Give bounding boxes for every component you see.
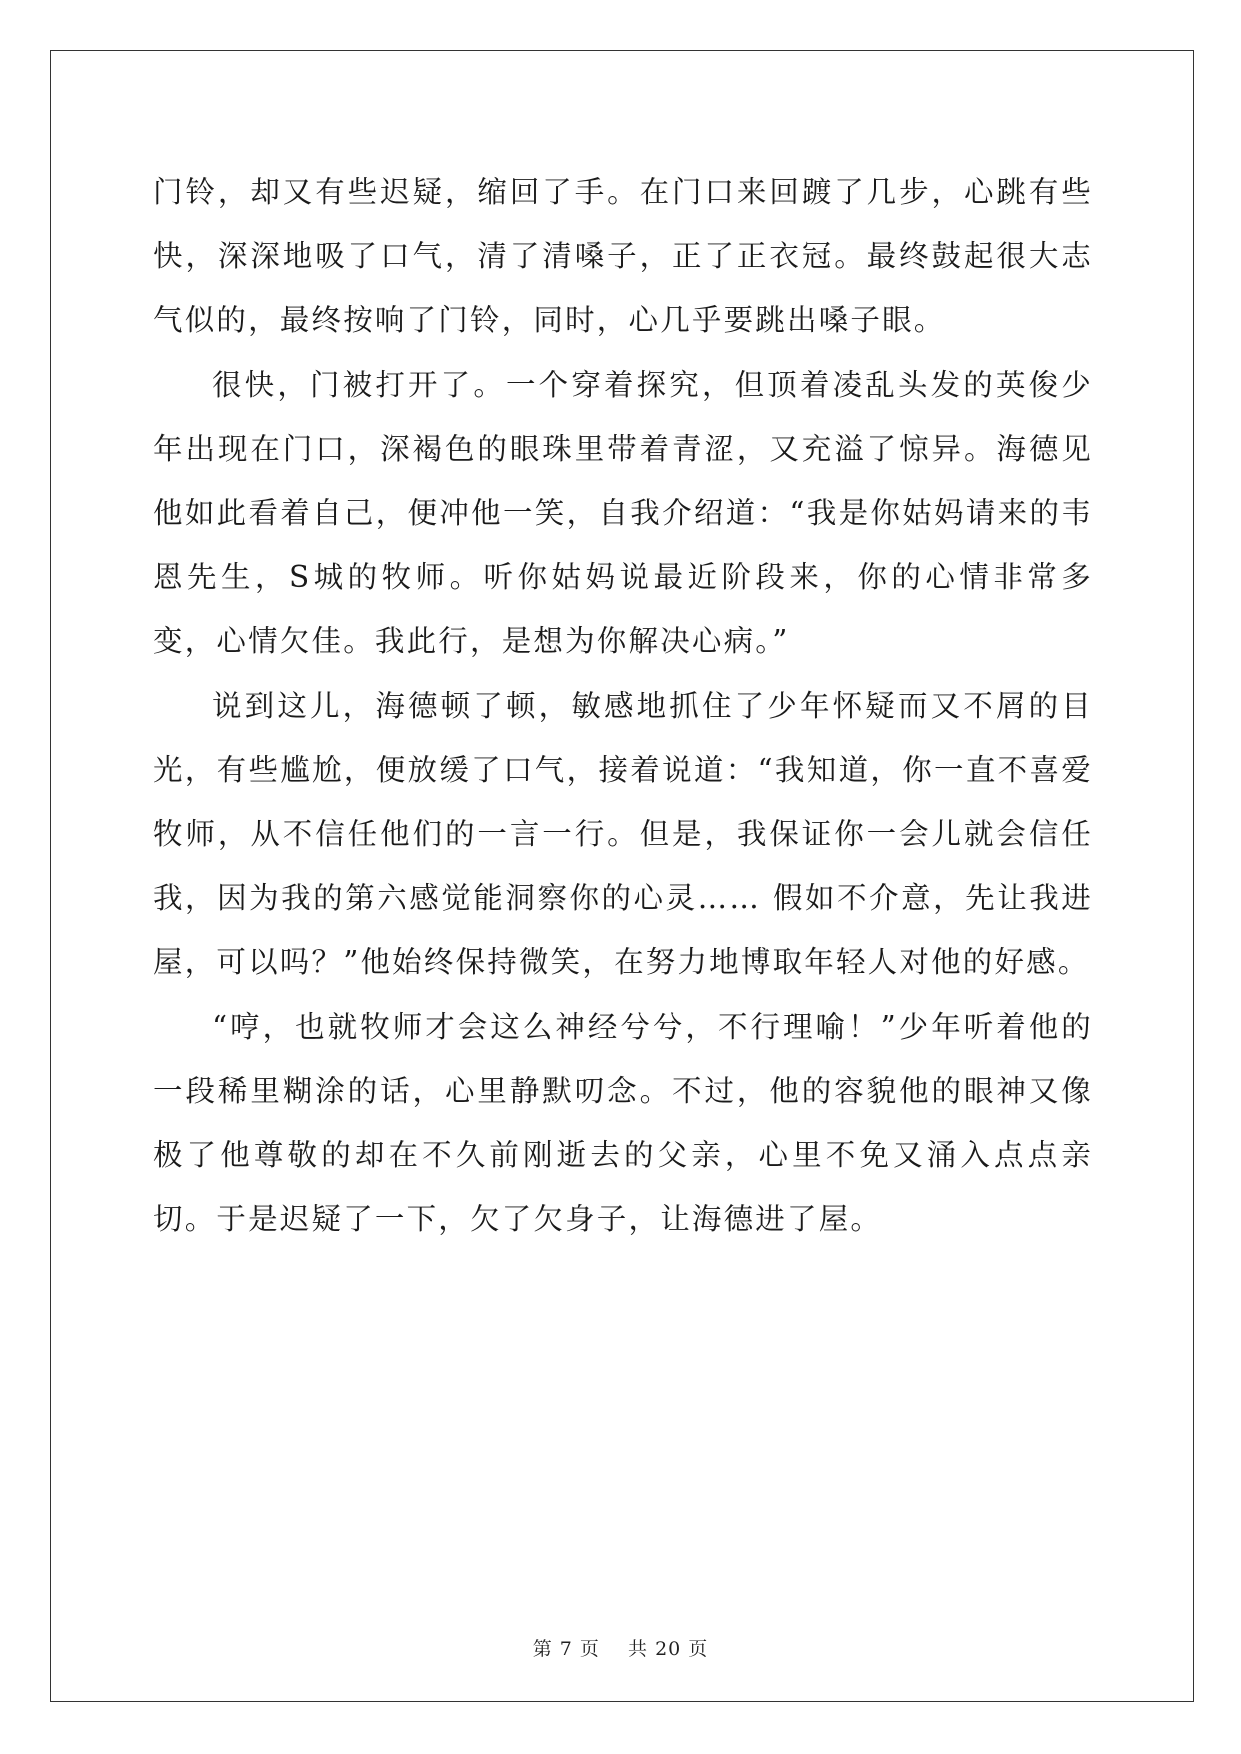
page-number: 第 7 页	[532, 1638, 600, 1660]
document-body	[153, 160, 1093, 1251]
paragraph-2: 很快，门被打开了。一个穿着探究，但顶着凌乱头发的英俊少年出现在门口，深褐色的眼珠里带着青涩，又充溢了惊异。海德见他如此看着自己，便冲他一笑，自我介绍道：“我是你姑妈请来的韦恩先生，S城的牧师。听你姑妈说最近阶段来，你的心情非常多变，心情欠佳。我此行，是想为你解决心病。”	[153, 367, 1093, 659]
paragraph-3: 说到这儿，海德顿了顿，敏感地抓住了少年怀疑而又不屑的目光，有些尴尬，便放缓了口气，接着说道：“我知道，你一直不喜爱牧师，从不信任他们的一言一行。但是，我保证你一会儿就会信任我，因为我的第六感觉能洞察你的心灵…… 假如不介意，先让我进屋，可以吗？”他始终保持微笑，在努力地博取年轻人对他的好感。	[153, 688, 1093, 980]
paragraph-4: “哼，也就牧师才会这么神经兮兮，不行理喻！”少年听着他的一段稀里糊涂的话，心里静默叨念。不过，他的容貌他的眼神又像极了他尊敬的却在不久前刚逝去的父亲，心里不免又涌入点点亲切。于是迟疑了一下，欠了欠身子，让海德进了屋。	[153, 1009, 1093, 1237]
page-footer	[0, 1634, 1241, 1661]
page-total: 共 20 页	[628, 1638, 709, 1660]
paragraph-1: 门铃，却又有些迟疑，缩回了手。在门口来回踱了几步，心跳有些快，深深地吸了口气，清了清嗓子，正了正衣冠。最终鼓起很大志气似的，最终按响了门铃，同时，心几乎要跳出嗓子眼。	[153, 175, 1093, 338]
